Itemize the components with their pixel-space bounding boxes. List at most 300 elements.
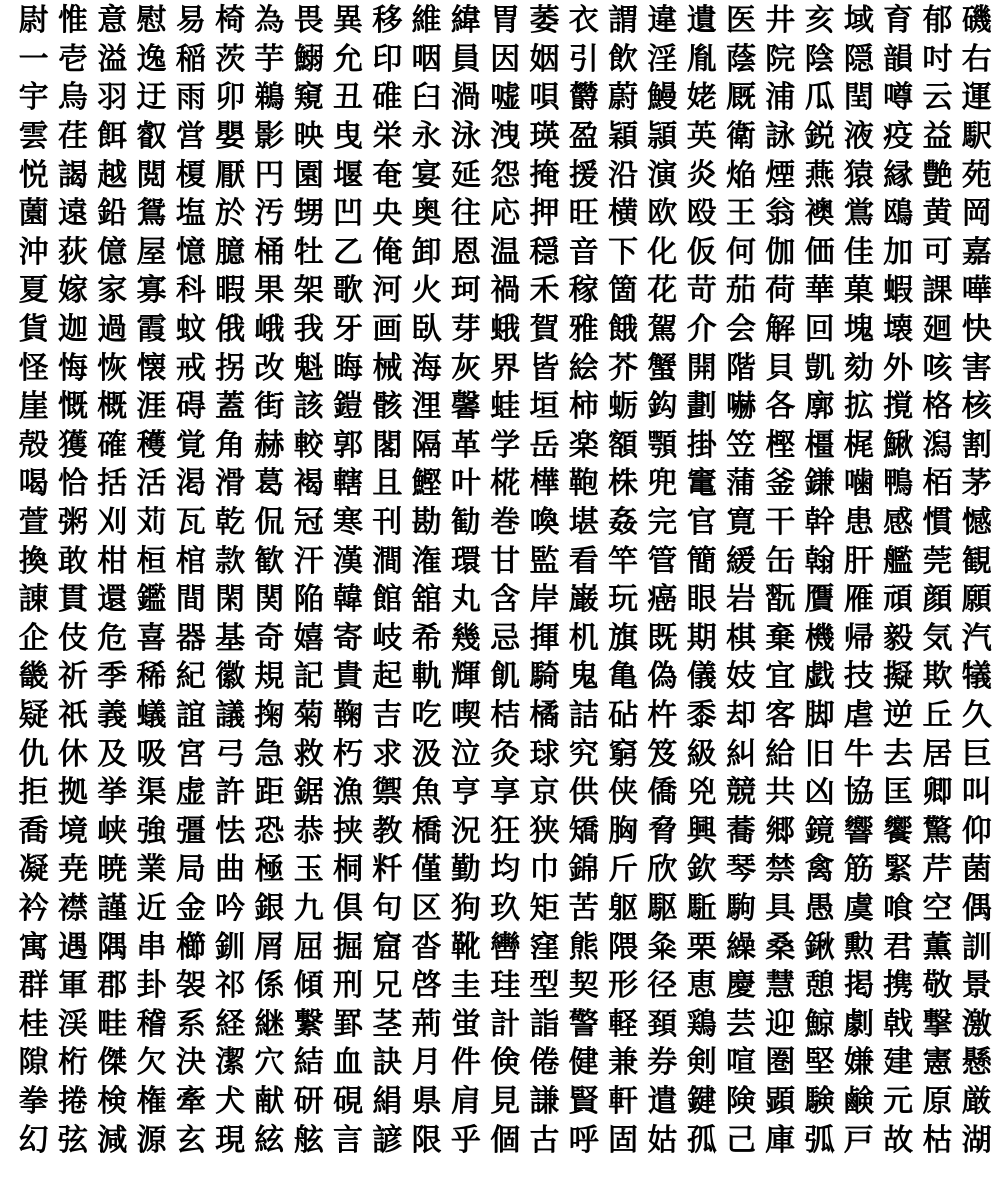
- kanji-glyph: 継: [254, 1006, 285, 1042]
- kanji-glyph: 頑: [883, 582, 914, 618]
- kanji-glyph: 欣: [647, 852, 678, 888]
- kanji-glyph: 期: [686, 620, 717, 656]
- kanji-glyph: 鴎: [883, 196, 914, 232]
- kanji-glyph: 験: [804, 1083, 835, 1119]
- kanji-glyph: 俄: [215, 312, 246, 348]
- kanji-glyph: 開: [686, 350, 717, 386]
- kanji-glyph: 疑: [18, 697, 49, 733]
- kanji-glyph: 縁: [883, 157, 914, 193]
- kanji-glyph: 潅: [411, 543, 442, 579]
- kanji-glyph: 厩: [725, 80, 756, 116]
- kanji-glyph: 窮: [608, 736, 639, 772]
- kanji-glyph: 喜: [136, 620, 167, 656]
- kanji-glyph: 員: [450, 41, 481, 77]
- kanji-glyph: 孤: [686, 1122, 717, 1158]
- kanji-glyph: 桑: [765, 929, 796, 965]
- kanji-glyph: 繋: [293, 1006, 324, 1042]
- kanji-glyph: 郭: [333, 427, 364, 463]
- kanji-glyph: 含: [490, 582, 521, 618]
- kanji-glyph: 遣: [647, 1083, 678, 1119]
- kanji-glyph: 果: [254, 273, 285, 309]
- kanji-glyph: 寄: [333, 620, 364, 656]
- kanji-glyph: 苑: [961, 157, 992, 193]
- kanji-glyph: 蔚: [608, 80, 639, 116]
- kanji-glyph: 激: [961, 1006, 992, 1042]
- kanji-glyph: 介: [686, 312, 717, 348]
- kanji-glyph: 鰍: [883, 427, 914, 463]
- kanji-glyph: 会: [725, 312, 756, 348]
- kanji-glyph: 謹: [97, 890, 128, 926]
- kanji-glyph: 圏: [765, 1045, 796, 1081]
- kanji-glyph: 逆: [883, 697, 914, 733]
- kanji-glyph: 演: [647, 157, 678, 193]
- kanji-glyph: 詣: [529, 1006, 560, 1042]
- kanji-glyph: 潔: [215, 1045, 246, 1081]
- kanji-glyph: 喰: [883, 890, 914, 926]
- glyph-row: [14, 928, 992, 967]
- kanji-glyph: 享: [490, 775, 521, 811]
- kanji-glyph: 憩: [804, 968, 835, 1004]
- kanji-glyph: 黄: [922, 196, 953, 232]
- kanji-glyph: 鍬: [804, 929, 835, 965]
- kanji-glyph: 嬉: [293, 620, 324, 656]
- glyph-row: [14, 272, 992, 311]
- kanji-glyph: 険: [725, 1083, 756, 1119]
- kanji-glyph: 確: [97, 427, 128, 463]
- kanji-glyph: 閣: [372, 427, 403, 463]
- kanji-glyph: 為: [254, 3, 285, 39]
- kanji-glyph: 噂: [883, 80, 914, 116]
- kanji-glyph: 汗: [293, 543, 324, 579]
- kanji-glyph: 乎: [450, 1122, 481, 1158]
- kanji-glyph: 隙: [18, 1045, 49, 1081]
- kanji-glyph: 兇: [686, 775, 717, 811]
- kanji-glyph: 君: [883, 929, 914, 965]
- kanji-glyph: 鴬: [843, 196, 874, 232]
- kanji-glyph: 均: [490, 852, 521, 888]
- kanji-glyph: 金: [175, 890, 206, 926]
- kanji-glyph: 淫: [647, 41, 678, 77]
- kanji-glyph: 加: [883, 234, 914, 270]
- kanji-glyph: 画: [372, 312, 403, 348]
- kanji-glyph: 碍: [175, 389, 206, 425]
- kanji-glyph: 郡: [97, 968, 128, 1004]
- kanji-glyph: 権: [136, 1083, 167, 1119]
- kanji-glyph: 菊: [293, 697, 324, 733]
- kanji-glyph: 匡: [883, 775, 914, 811]
- kanji-glyph: 鴨: [883, 466, 914, 502]
- glyph-row: [14, 427, 992, 466]
- kanji-glyph: 戒: [175, 350, 206, 386]
- kanji-glyph: 煙: [765, 157, 796, 193]
- kanji-glyph: 挟: [333, 813, 364, 849]
- kanji-glyph: 願: [961, 582, 992, 618]
- kanji-glyph: 狭: [529, 813, 560, 849]
- kanji-glyph: 窪: [529, 929, 560, 965]
- kanji-glyph: 丑: [333, 80, 364, 116]
- kanji-glyph: 却: [725, 697, 756, 733]
- kanji-glyph: 境: [57, 813, 88, 849]
- kanji-glyph: 援: [568, 157, 599, 193]
- kanji-glyph: 烏: [57, 80, 88, 116]
- kanji-glyph: 企: [18, 620, 49, 656]
- kanji-glyph: 剣: [686, 1045, 717, 1081]
- kanji-glyph: 慣: [922, 505, 953, 541]
- kanji-glyph: 桁: [57, 1045, 88, 1081]
- kanji-glyph: 及: [97, 736, 128, 772]
- kanji-glyph: 緯: [450, 3, 481, 39]
- kanji-glyph: 気: [922, 620, 953, 656]
- kanji-glyph: 危: [97, 620, 128, 656]
- glyph-row: [14, 735, 992, 774]
- kanji-glyph: 桔: [490, 697, 521, 733]
- kanji-glyph: 句: [372, 890, 403, 926]
- kanji-glyph: 稀: [136, 659, 167, 695]
- kanji-glyph: 決: [175, 1045, 206, 1081]
- kanji-glyph: 還: [97, 582, 128, 618]
- kanji-glyph: 刈: [97, 505, 128, 541]
- kanji-glyph: 間: [175, 582, 206, 618]
- kanji-glyph: 茅: [961, 466, 992, 502]
- kanji-glyph: 樺: [529, 466, 560, 502]
- kanji-glyph: 泳: [450, 119, 481, 155]
- kanji-glyph: 寡: [136, 273, 167, 309]
- glyph-row: [14, 311, 992, 350]
- kanji-glyph: 拒: [18, 775, 49, 811]
- kanji-glyph: 寛: [725, 505, 756, 541]
- kanji-glyph: 袈: [175, 968, 206, 1004]
- kanji-glyph: 卿: [922, 775, 953, 811]
- kanji-glyph: 教: [372, 813, 403, 849]
- glyph-row: [14, 79, 992, 118]
- kanji-glyph: 撃: [922, 1006, 953, 1042]
- kanji-glyph: 於: [215, 196, 246, 232]
- kanji-glyph: 郁: [922, 3, 953, 39]
- kanji-glyph: 詠: [765, 119, 796, 155]
- kanji-glyph: 覚: [175, 427, 206, 463]
- kanji-glyph: 愚: [804, 890, 835, 926]
- kanji-glyph: 矩: [529, 890, 560, 926]
- kanji-glyph: 供: [568, 775, 599, 811]
- kanji-glyph: 舷: [293, 1122, 324, 1158]
- kanji-glyph: 謂: [608, 3, 639, 39]
- kanji-glyph: 格: [922, 389, 953, 425]
- kanji-glyph: 円: [254, 157, 285, 193]
- kanji-glyph: 韓: [333, 582, 364, 618]
- kanji-glyph: 蔭: [725, 41, 756, 77]
- kanji-glyph: 稽: [136, 1006, 167, 1042]
- kanji-glyph: 外: [883, 350, 914, 386]
- kanji-glyph: 乙: [333, 234, 364, 270]
- kanji-glyph: 掲: [843, 968, 874, 1004]
- kanji-glyph: 既: [647, 620, 678, 656]
- kanji-glyph: 賀: [529, 312, 560, 348]
- kanji-glyph: 温: [490, 234, 521, 270]
- kanji-glyph: 岸: [529, 582, 560, 618]
- kanji-glyph: 景: [961, 968, 992, 1004]
- kanji-glyph: 潟: [922, 427, 953, 463]
- kanji-glyph: 頚: [647, 1006, 678, 1042]
- kanji-glyph: 郷: [765, 813, 796, 849]
- kanji-glyph: 畏: [293, 3, 324, 39]
- kanji-glyph: 澗: [372, 543, 403, 579]
- kanji-glyph: 海: [411, 350, 442, 386]
- kanji-glyph: 可: [922, 234, 953, 270]
- kanji-glyph: 魚: [411, 775, 442, 811]
- kanji-glyph: 姥: [686, 80, 717, 116]
- kanji-glyph: 苛: [686, 273, 717, 309]
- kanji-glyph: 漢: [333, 543, 364, 579]
- kanji-glyph: 家: [97, 273, 128, 309]
- kanji-glyph: 吃: [411, 697, 442, 733]
- kanji-glyph: 協: [843, 775, 874, 811]
- kanji-glyph: 偽: [647, 659, 678, 695]
- kanji-glyph: 仮: [686, 234, 717, 270]
- kanji-glyph: 殴: [686, 196, 717, 232]
- kanji-glyph: 勲: [843, 929, 874, 965]
- glyph-row: [14, 620, 992, 659]
- kanji-glyph: 允: [333, 41, 364, 77]
- glyph-row: [14, 774, 992, 813]
- kanji-glyph: 窟: [372, 929, 403, 965]
- kanji-glyph: 訓: [961, 929, 992, 965]
- kanji-glyph: 劃: [686, 389, 717, 425]
- kanji-glyph: 過: [97, 312, 128, 348]
- kanji-glyph: 萎: [529, 3, 560, 39]
- kanji-glyph: 吋: [922, 41, 953, 77]
- kanji-glyph: 毅: [883, 620, 914, 656]
- kanji-glyph: 轄: [333, 466, 364, 502]
- kanji-glyph: 忌: [490, 620, 521, 656]
- kanji-glyph: 笈: [647, 736, 678, 772]
- kanji-glyph: 盈: [568, 119, 599, 155]
- kanji-glyph: 鹸: [843, 1083, 874, 1119]
- glyph-row: [14, 581, 992, 620]
- kanji-glyph: 丸: [450, 582, 481, 618]
- kanji-glyph: 疫: [883, 119, 914, 155]
- kanji-glyph: 灸: [490, 736, 521, 772]
- kanji-glyph: 迎: [765, 1006, 796, 1042]
- kanji-glyph: 祇: [57, 697, 88, 733]
- kanji-glyph: 規: [254, 659, 285, 695]
- kanji-glyph: 件: [450, 1045, 481, 1081]
- kanji-glyph: 偶: [961, 890, 992, 926]
- kanji-glyph: 寒: [333, 505, 364, 541]
- kanji-glyph: 罫: [333, 1006, 364, 1042]
- kanji-glyph: 九: [293, 890, 324, 926]
- kanji-glyph: 棋: [725, 620, 756, 656]
- kanji-glyph: 楽: [568, 427, 599, 463]
- glyph-row: [14, 658, 992, 697]
- kanji-glyph: 稲: [175, 41, 206, 77]
- kanji-glyph: 恢: [97, 350, 128, 386]
- kanji-glyph: 彊: [175, 813, 206, 849]
- kanji-glyph: 央: [372, 196, 403, 232]
- kanji-glyph: 臆: [215, 234, 246, 270]
- kanji-glyph: 轡: [490, 929, 521, 965]
- kanji-glyph: 己: [725, 1122, 756, 1158]
- kanji-glyph: 旗: [608, 620, 639, 656]
- kanji-glyph: 義: [97, 697, 128, 733]
- kanji-glyph: 鵜: [254, 80, 285, 116]
- kanji-glyph: 晦: [333, 350, 364, 386]
- kanji-glyph: 塩: [175, 196, 206, 232]
- kanji-glyph: 伎: [57, 620, 88, 656]
- kanji-glyph: 褐: [293, 466, 324, 502]
- kanji-glyph: 玉: [293, 852, 324, 888]
- kanji-glyph: 峨: [254, 312, 285, 348]
- kanji-glyph: 遺: [686, 3, 717, 39]
- kanji-glyph: 係: [254, 968, 285, 1004]
- kanji-glyph: 稼: [568, 273, 599, 309]
- glyph-row: [14, 118, 992, 157]
- kanji-glyph: 啓: [411, 968, 442, 1004]
- kanji-glyph: 僑: [647, 775, 678, 811]
- kanji-glyph: 咳: [922, 350, 953, 386]
- kanji-glyph: 丘: [922, 697, 953, 733]
- kanji-glyph: 訣: [372, 1045, 403, 1081]
- kanji-glyph: 畦: [97, 1006, 128, 1042]
- kanji-glyph: 憲: [922, 1045, 953, 1081]
- kanji-glyph: 呼: [568, 1122, 599, 1158]
- kanji-glyph: 侠: [608, 775, 639, 811]
- kanji-glyph: 幻: [18, 1122, 49, 1158]
- kanji-glyph: 曳: [333, 119, 364, 155]
- kanji-glyph: 獲: [57, 427, 88, 463]
- kanji-glyph: 個: [490, 1122, 521, 1158]
- kanji-glyph: 敢: [57, 543, 88, 579]
- kanji-glyph: 茎: [372, 1006, 403, 1042]
- kanji-glyph: 肝: [843, 543, 874, 579]
- kanji-glyph: 姻: [529, 41, 560, 77]
- kanji-glyph: 空: [922, 890, 953, 926]
- kanji-glyph: 具: [765, 890, 796, 926]
- kanji-glyph: 駈: [686, 890, 717, 926]
- kanji-glyph: 萱: [18, 505, 49, 541]
- kanji-glyph: 華: [804, 273, 835, 309]
- kanji-glyph: 原: [922, 1083, 953, 1119]
- kanji-glyph: 劇: [843, 1006, 874, 1042]
- kanji-glyph: 衛: [725, 119, 756, 155]
- kanji-glyph: 概: [97, 389, 128, 425]
- glyph-row: [14, 967, 992, 1006]
- kanji-glyph: 祁: [215, 968, 246, 1004]
- kanji-glyph: 往: [450, 196, 481, 232]
- kanji-glyph: 餌: [97, 119, 128, 155]
- glyph-row: [14, 156, 992, 195]
- glyph-row: [14, 1044, 992, 1083]
- glyph-row: [14, 388, 992, 427]
- kanji-glyph: 較: [293, 427, 324, 463]
- kanji-glyph: 臥: [411, 312, 442, 348]
- kanji-glyph: 軒: [608, 1083, 639, 1119]
- kanji-glyph: 軍: [57, 968, 88, 1004]
- kanji-glyph: 弦: [57, 1122, 88, 1158]
- kanji-glyph: 莞: [922, 543, 953, 579]
- kanji-glyph: 貨: [18, 312, 49, 348]
- kanji-glyph: 顎: [647, 427, 678, 463]
- kanji-glyph: 感: [883, 505, 914, 541]
- kanji-glyph: 箇: [608, 273, 639, 309]
- kanji-glyph: 記: [293, 659, 324, 695]
- kanji-glyph: 款: [215, 543, 246, 579]
- kanji-glyph: 言: [333, 1122, 364, 1158]
- kanji-glyph: 液: [843, 119, 874, 155]
- kanji-glyph: 閏: [843, 80, 874, 116]
- kanji-glyph: 魁: [293, 350, 324, 386]
- kanji-glyph: 飢: [490, 659, 521, 695]
- kanji-glyph: 紀: [175, 659, 206, 695]
- kanji-glyph: 怪: [18, 350, 49, 386]
- kanji-glyph: 鬼: [568, 659, 599, 695]
- kanji-glyph: 苦: [568, 890, 599, 926]
- kanji-glyph: 鎌: [804, 466, 835, 502]
- kanji-glyph: 究: [568, 736, 599, 772]
- kanji-glyph: 葛: [254, 466, 285, 502]
- kanji-glyph: 橘: [529, 697, 560, 733]
- glyph-row: [14, 697, 992, 736]
- kanji-glyph: 嘘: [490, 80, 521, 116]
- kanji-glyph: 騎: [529, 659, 560, 695]
- kanji-glyph: 掩: [529, 157, 560, 193]
- kanji-glyph: 界: [490, 350, 521, 386]
- kanji-glyph: 閲: [136, 157, 167, 193]
- kanji-glyph: 穏: [529, 234, 560, 270]
- kanji-glyph: 刑: [333, 968, 364, 1004]
- kanji-glyph: 拳: [18, 1083, 49, 1119]
- kanji-glyph: 下: [608, 234, 639, 270]
- kanji-glyph: 応: [490, 196, 521, 232]
- kanji-glyph: 旺: [568, 196, 599, 232]
- kanji-glyph: 岐: [372, 620, 403, 656]
- kanji-glyph: 玩: [608, 582, 639, 618]
- kanji-glyph: 巻: [490, 505, 521, 541]
- kanji-glyph: 業: [136, 852, 167, 888]
- kanji-glyph: 械: [372, 350, 403, 386]
- kanji-glyph: 狗: [450, 890, 481, 926]
- kanji-glyph: 掘: [333, 929, 364, 965]
- kanji-glyph: 絵: [568, 350, 599, 386]
- kanji-glyph: 雅: [568, 312, 599, 348]
- kanji-glyph: 軌: [411, 659, 442, 695]
- kanji-glyph: 牙: [333, 312, 364, 348]
- kanji-glyph: 襖: [804, 196, 835, 232]
- kanji-glyph: 驚: [922, 813, 953, 849]
- glyph-row: [14, 465, 992, 504]
- kanji-glyph: 捲: [57, 1083, 88, 1119]
- glyph-row: [14, 1083, 992, 1122]
- kanji-glyph: 慨: [57, 389, 88, 425]
- kanji-glyph: 革: [450, 427, 481, 463]
- kanji-glyph: 釜: [765, 466, 796, 502]
- kanji-glyph: 顕: [765, 1083, 796, 1119]
- kanji-glyph: 絹: [372, 1083, 403, 1119]
- kanji-glyph: 菓: [843, 273, 874, 309]
- kanji-glyph: 賢: [568, 1083, 599, 1119]
- kanji-glyph: 桓: [136, 543, 167, 579]
- kanji-glyph: 撹: [883, 389, 914, 425]
- kanji-glyph: 課: [922, 273, 953, 309]
- kanji-glyph: 宴: [411, 157, 442, 193]
- kanji-glyph: 嫌: [843, 1045, 874, 1081]
- kanji-glyph: 漁: [333, 775, 364, 811]
- kanji-glyph: 虚: [175, 775, 206, 811]
- kanji-glyph: 汽: [961, 620, 992, 656]
- kanji-glyph: 因: [490, 41, 521, 77]
- kanji-glyph: 劾: [843, 350, 874, 386]
- kanji-glyph: 蝦: [883, 273, 914, 309]
- kanji-glyph: 咽: [411, 41, 442, 77]
